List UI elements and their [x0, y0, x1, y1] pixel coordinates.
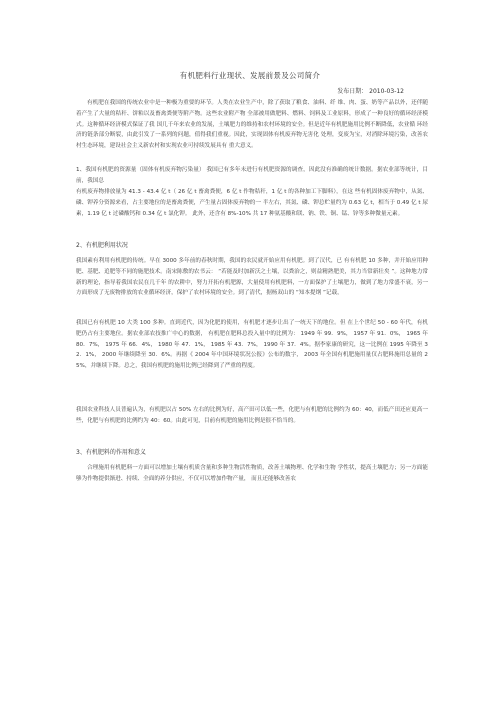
section-2-paragraph-2: 我国已有有机肥 10 大类 100 多种。直到近代，因为化肥的使用，有机肥才逐步让出了一统天下的地位。但 在上个世纪 50 - 60 年代，有机肥仍占有主要地位。据农业部农技推广中心的数据， 有机肥在肥料总投入量中的比例为： 1949 年 99．9%， 1957 年 91．0%， 1965 年 80．7%， 1975 年 66．4%， 1980 年 47．1%， 1985 年 43．7%， 1990 年 37．4%。据李家康的研究，这一比例在 1995 年降至 32．1%， 2000 年继续降至 30．6%。再据《 2004 年中国环境状况公报》公布的数字， 2003 年全国有机肥施用量仅占肥料施用总量的 25%，并继续下降。总之，我国有机肥的施用比例已经降到了严重的程度。: [76, 320, 428, 370]
section-2-paragraph-1: 我国素有利用有机肥的传统。早在 3000 多年前的春秋时期，我国的农民就开始应用有机肥。到了汉代，已 有有机肥 10 多种，并开始应用种肥、基肥、追肥等不同的施肥技术。南宋陈敷的农书云： “若能及时加新沃之土壤，以粪治之，则益精熟肥美，其力当常新壮矣 ”。这种地力常新的理论，指导着我国农民在几千年 的农耕中，努力开拓有机肥源，大量使用有机肥料，一方面保护了土壤肥力，做到了地力常盛不衰，另一 方面形成了无废物排放的农业循环经济，保护了农村环境的安全。到了清代，据杨双山的 “知本提纲 ”记载，: [76, 258, 428, 297]
intro-paragraph: 有机肥在我国的传统农业中是一种极为重要的环节。人类在农业生产中，除了获取了粮食、油料、纤 维、肉、蛋、奶等产品以外，还伴随着产生了大量的秸秆、饼粕以及畜禽粪便等附产物。这些农业附产物 全部被用做肥料、燃料、饲料及工业原料，形成了一种良好的循环经济模式。这种循环经济模式保证了我 国几千年来农业的发展，土壤肥力的维持和农村环境的安全。但是近年有机肥施用比例不断降低，农业循 环经济的链条部分断裂，由此引发了一系列的问题，值得我们重视。因此，实现固体有机废弃物无害化 处理，变废为宝，对消除环境污染，改善农村生态环境，建设社会主义新农村和实现农业可持续发展具有 重大意义。: [76, 100, 428, 150]
section-2-heading: 2、有机肥利用状况: [76, 242, 128, 249]
section-1-body: 有机废弃物排放量为 41.3 - 43.4 亿 t（ 26 亿 t 畜禽粪便，6 亿 t 作物秸秆，1 亿 t 的各种加工下脚料），在这 些有机固体废弃物中，从氮、磷、钾养分资源来看，占主要地位的是畜禽粪便，产生量占固体废弃物的一 半左右，其氮、磷、钾总贮量约为 0.63 亿 t，相当于 0.49 亿 t 尿素，1.19 亿 t 过磷酸钙和 0.34 亿 t 氯化钾。 此外，还含有 8%-10% 共 17 种氨基酸和镁、钠、铁、铜、锰、锌等多种微量元素。: [76, 189, 428, 217]
document-title: 有机肥料行业现状、发展前景及公司简介: [179, 71, 321, 80]
section-1-heading: 1、我国有机肥的资源量（固体有机废弃物污染量） 我国已有多年未进行有机肥资源的调查，因此没有准确的统计数据。据农业部等统计，目前，我国总: [76, 167, 428, 184]
section-3-paragraph-1: 合理施用有机肥料一方面可以增加土壤有机质含量和多种生物活性物质，改善土壤物理、化学和生物 学性状，提高土壤肥力；另一方面能够为作物提供渐进、持续、全面的养分供应，不仅可以增加作物产量， 而且还能够改善农: [76, 465, 428, 482]
publish-date: 发布日期： 2010-03-12: [337, 88, 404, 95]
section-2-paragraph-3: 我国农业科技人员普遍认为，有机肥以占 50% 左右的比例为好，高产田可以低一些，化肥与有机肥的比例约为 60：40，而低产田还应更高一些，化肥与有机肥的比例约为 40：60。由此可见，目前有机肥的施用比例是很不恰当的。: [76, 407, 428, 424]
section-3-heading: 3、有机肥料的作用和意义: [76, 449, 146, 456]
